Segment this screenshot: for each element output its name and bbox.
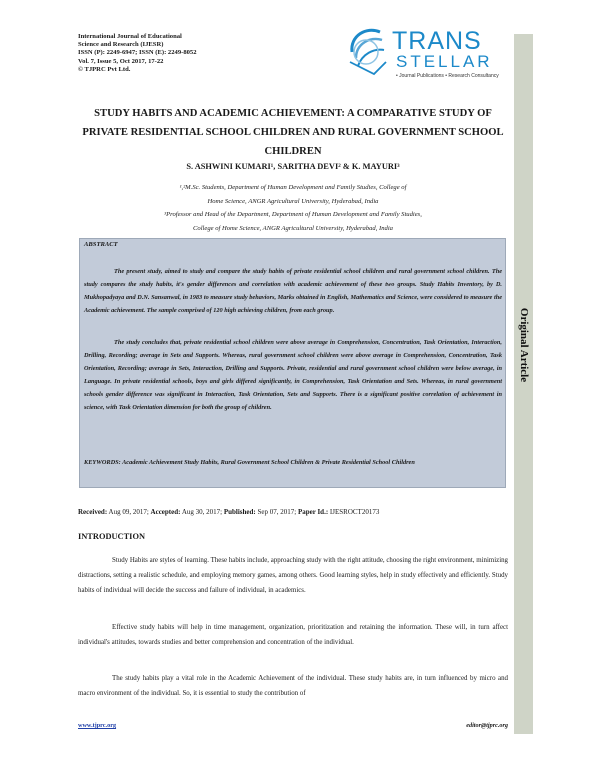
introduction-paragraph-2: Effective study habits will help in time management, organization, prioritization and retaining the information. These will, in turn affect individual's attitudes, towards studies and better comprehension and concentration of the individual. <box>78 624 508 647</box>
received-line <box>78 508 379 516</box>
affiliation-2 <box>78 208 508 235</box>
globe-icon <box>344 22 394 78</box>
paper-id-label: Paper Id.: <box>297 508 329 516</box>
original-article-label: Original Article <box>518 307 530 383</box>
abstract-paragraph-2: The study concludes that, private residential school children were above average in Comprehension, Concentration, Task Orientation, Interaction, Drilling, Recording; average in Sets and Supports. Whereas, rural government school children were above average in Comprehension, Concentration, Task Orientation, Recording; average in Sets, Interaction, Drilling and Supports. Private, residential and rural government school children were below average, in Language. In private residential schools, boys and girls differed significantly, in Comprehension, Task Orientation and Sets. Whereas, in rural government schools gender difference was significant in Interaction, Task Orientation, Sets and Supports. There is a significant positive correlation of achievement in science, with Task Orientation dimension for both the group of children. <box>84 339 502 412</box>
introduction-paragraph-1: Study Habits are styles of learning. These habits include, approaching study with the right attitude, choosing the right environment, minimizing distractions, setting a realistic schedule, and employing memory games, among others. Good learning styles, help in study effectively and efficiently. Study habits of individual will decide the success and failure of individual, in academics. <box>78 557 508 595</box>
logo-word-trans: TRANS <box>392 27 482 55</box>
accepted-date: Aug 30, 2017; <box>180 508 224 516</box>
journal-info <box>78 33 197 74</box>
footer-website-link[interactable]: www.tjprc.org <box>78 722 117 729</box>
affiliation-1-line2: Home Science, ANGR Agricultural University, Hyderabad, India <box>207 197 379 205</box>
accepted-label: Accepted: <box>150 508 181 516</box>
paper-id: IJESROCT20173 <box>328 508 380 516</box>
abstract-heading: ABSTRACT <box>84 241 118 248</box>
transstellar-logo <box>344 22 514 84</box>
paper-title: STUDY HABITS AND ACADEMIC ACHIEVEMENT: A COMPARATIVE STUDY OF PRIVATE RESIDENTIAL SCHOOL CHILDREN AND RURAL GOVERNMENT SCHOOL CHILDREN <box>82 108 504 157</box>
authors: S. ASHWINI KUMARI¹, SARITHA DEVI² & K. MAYURI³ <box>186 162 400 171</box>
journal-volume: Vol. 7, Issue 5, Oct 2017, 17-22 <box>78 57 164 65</box>
journal-name-line2: Science and Research (IJESR) <box>78 41 164 49</box>
received-date: Aug 09, 2017; <box>107 508 151 516</box>
journal-name-line1: International Journal of Educational <box>78 33 182 40</box>
affiliation-1-line1: ¹,²M.Sc. Students, Department of Human Development and Family Studies, College of <box>179 184 407 191</box>
journal-copyright: © TJPRC Pvt Ltd. <box>78 65 131 73</box>
introduction-heading: INTRODUCTION <box>78 532 146 541</box>
keywords: KEYWORDS: Academic Achievement Study Habits, Rural Government School Children & Private Residential School Children <box>84 459 415 466</box>
published-date: Sep 07, 2017; <box>255 508 298 516</box>
footer-email: editor@tjprc.org <box>466 722 508 729</box>
logo-word-stellar: STELLAR <box>396 52 493 71</box>
journal-issn: ISSN (P): 2249-6947; ISSN (E): 2249-8052 <box>78 49 197 57</box>
received-label: Received: <box>78 508 108 516</box>
affiliation-1 <box>78 181 508 208</box>
published-label: Published: <box>223 508 256 516</box>
logo-tagline: • Journal Publications • Research Consultancy <box>396 73 499 79</box>
affiliation-2-line1: ³Professor and Head of the Department, Department of Human Development and Family Studies, <box>164 211 422 218</box>
introduction-paragraph-3: The study habits play a vital role in the Academic Achievement of the individual. These study habits are, in turn influenced by micro and macro environment of the individual. So, it is essential to study the contribution of <box>78 675 508 698</box>
abstract-paragraph-1: The present study, aimed to study and compare the study habits of private residential school children and rural government school children. The study compares the study habits, it's gender differences and correlation with academic achievement of these two groups. Study Habits Inventory, by D. Mukhopadyaya and D.N. Sansanwal, in 1983 to measure study behaviors, Marks obtained in English, Mathematics and Science, were considered to measure the Academic achievement. The sample comprised of 120 high achieving children, from each group. <box>84 268 502 315</box>
affiliation-2-line2: College of Home Science, ANGR Agricultural University, Hyderabad, India <box>193 224 393 232</box>
side-bar <box>514 34 533 734</box>
